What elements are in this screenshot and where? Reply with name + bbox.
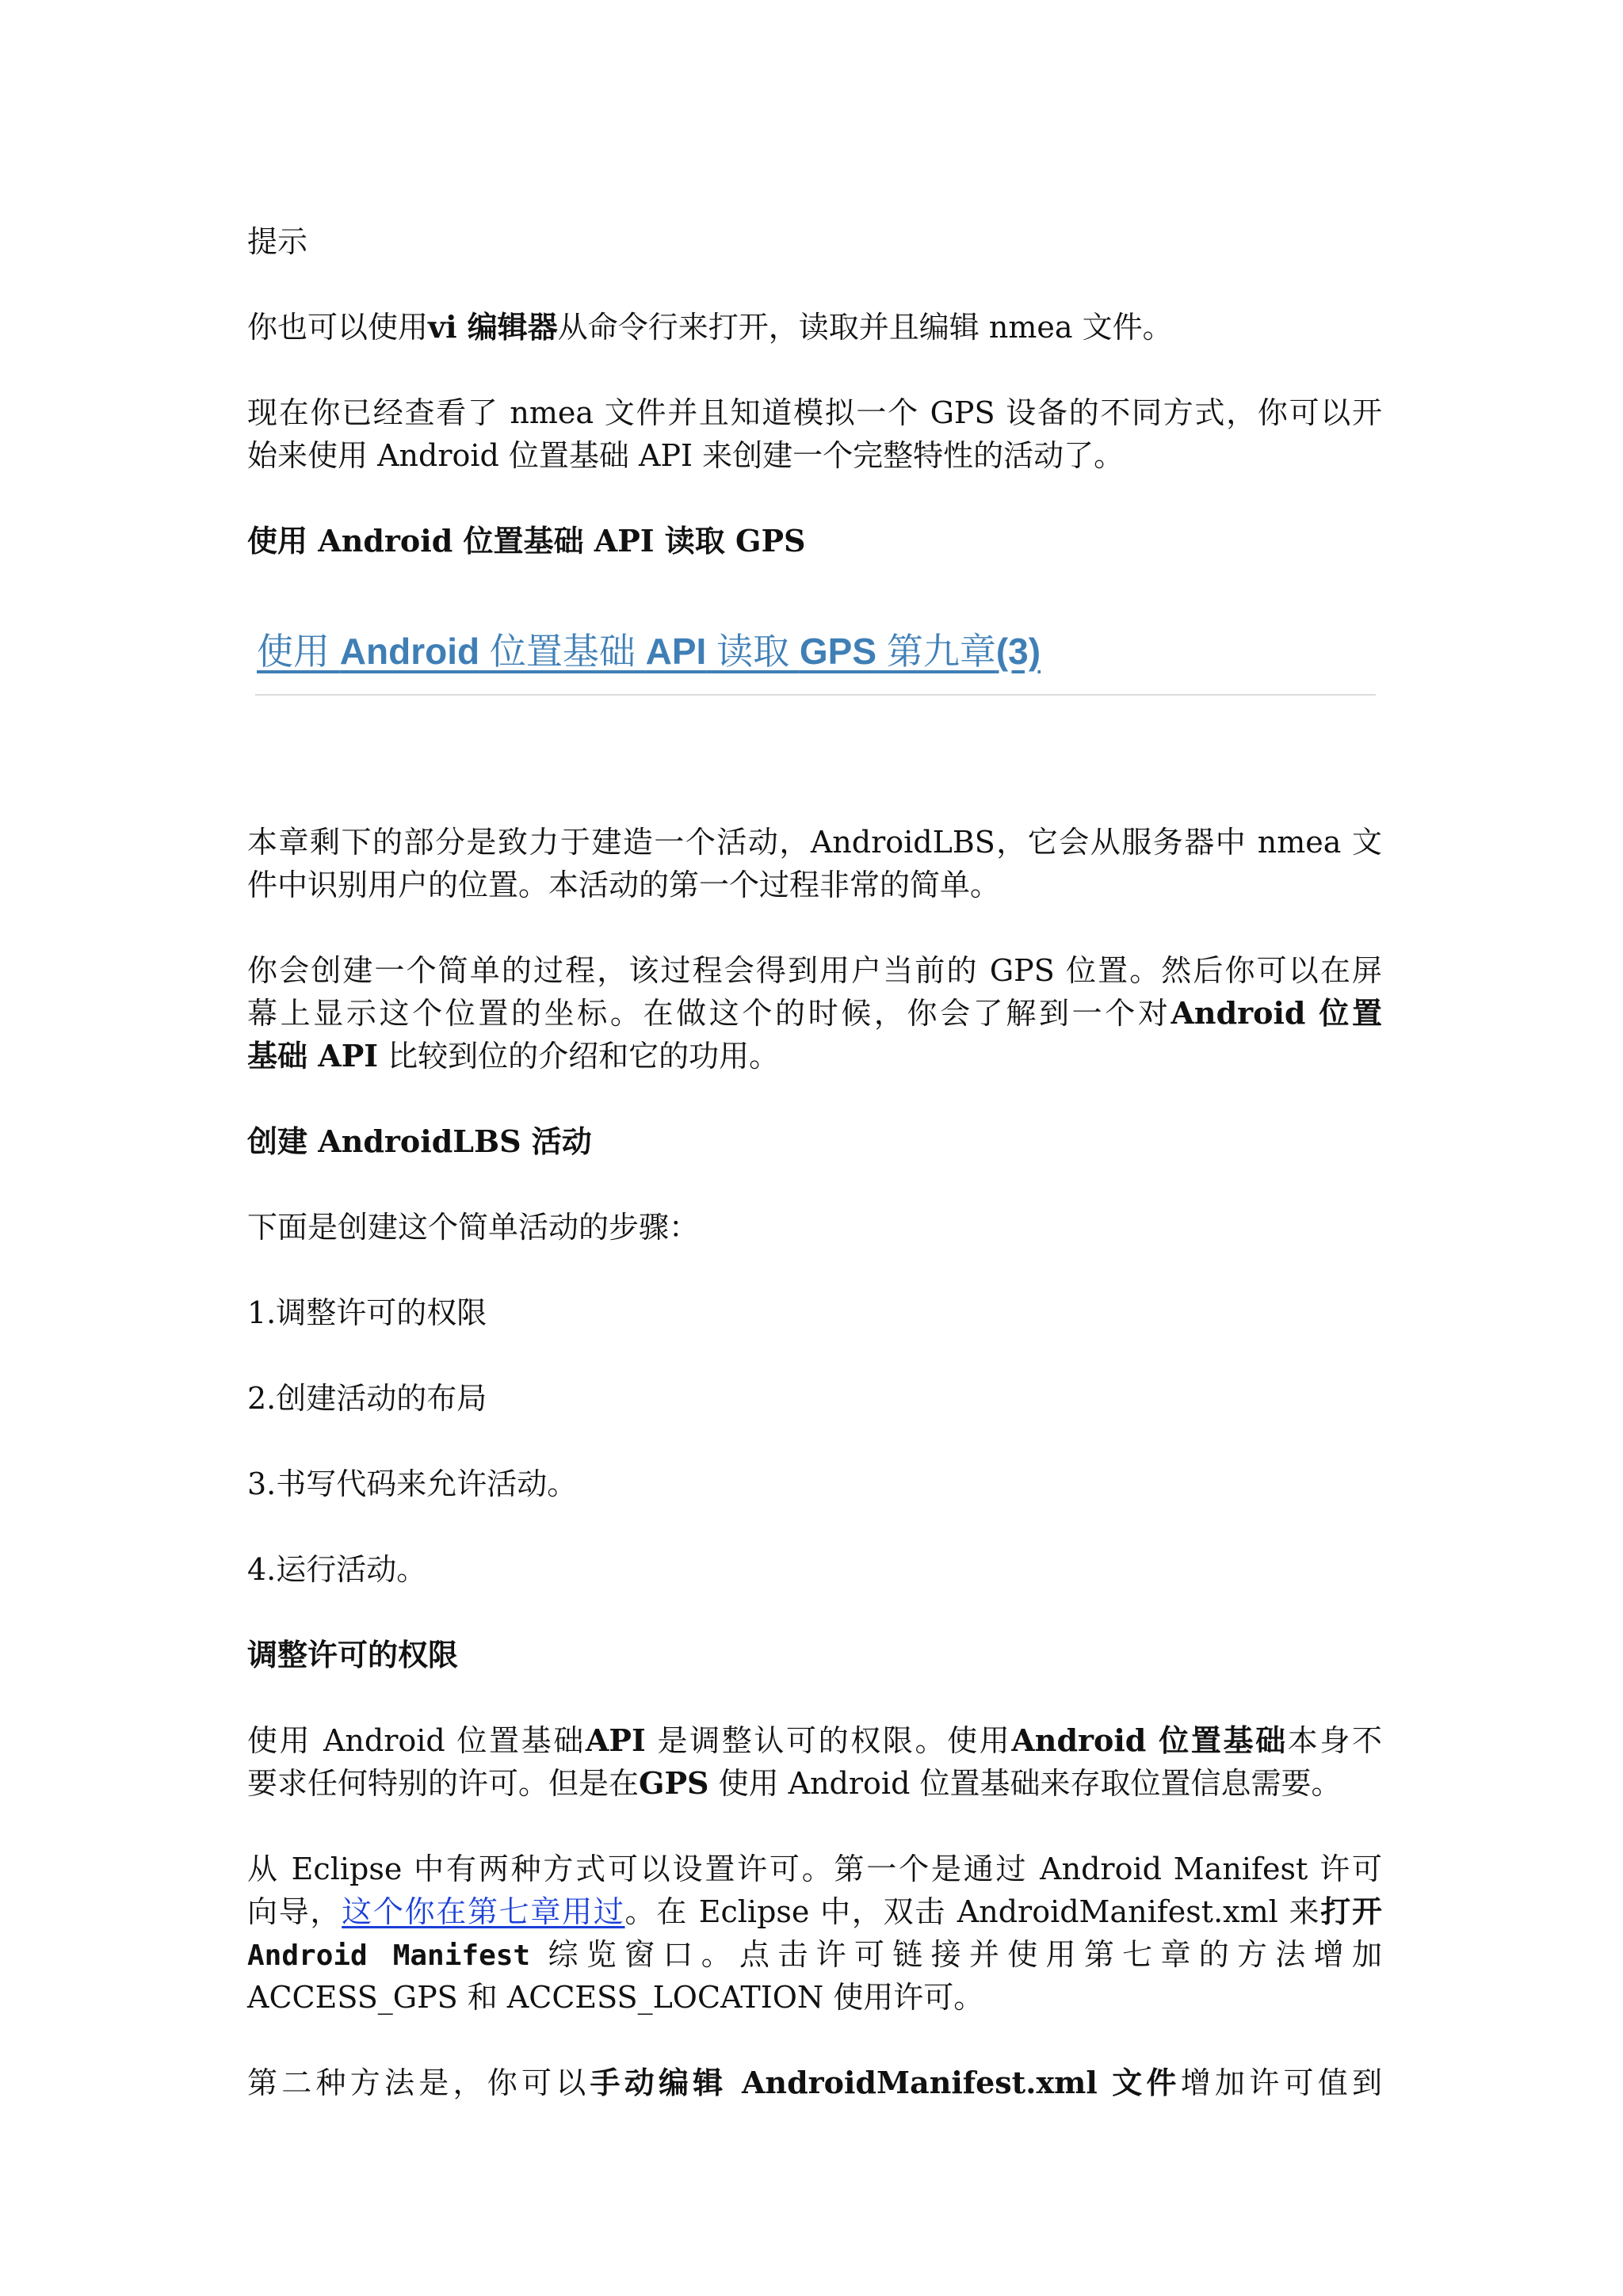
step-item: 2.创建活动的布局 — [247, 1381, 487, 1416]
paragraph-gps-position-line-3 — [247, 1035, 1382, 1077]
paragraph-eclipse-line-2 — [247, 1890, 1382, 1933]
p7-text: 增加许可值到 — [1180, 2065, 1382, 2100]
title-part: 使用 — [257, 631, 340, 672]
paragraph-gps-position-line-1: 你会创建一个简单的过程，该过程会得到用户当前的 GPS 位置。然后你可以在屏 — [247, 953, 1382, 988]
tip-label — [247, 220, 1382, 263]
p6-text: 。在 Eclipse 中，双击 AndroidManifest.xml 来 — [624, 1894, 1321, 1929]
p5-text: 要求任何特别的许可。但是在 — [247, 1766, 640, 1801]
paragraph-androidlbs-line-2: 件中识别用户的位置。本活动的第一个过程非常的简单。 — [247, 868, 1001, 902]
p5-text-bold: API — [585, 1722, 646, 1758]
p1-text-bold: vi 编辑器 — [428, 309, 558, 345]
paragraph-vi-editor — [247, 306, 1382, 349]
title-part: 第九章 — [876, 631, 996, 672]
p1-text-c: 从命令行来打开，读取并且编辑 nmea 文件。 — [557, 310, 1173, 345]
p5-text-bold: Android 位置基础 — [1011, 1722, 1288, 1758]
step-item: 1.调整许可的权限 — [247, 1295, 487, 1330]
p5-text-bold: GPS — [639, 1765, 709, 1801]
title-part: GPS — [799, 631, 877, 672]
paragraph-permissions-line-1 — [247, 1719, 1382, 1762]
p6-text: 综览窗口。点击许可链接并使用第七章的方法增加 — [530, 1937, 1382, 1972]
section-heading-gps: 使用 Android 位置基础 API 读取 GPS — [247, 523, 806, 559]
paragraph-androidlbs-line-1: 本章剩下的部分是致力于建造一个活动，AndroidLBS，它会从服务器中 nmea 文 — [247, 825, 1382, 860]
paragraph-nmea-line-1: 现在你已经查看了 nmea 文件并且知道模拟一个 GPS 设备的不同方式，你可以开 — [247, 395, 1382, 430]
p7-text-bold: 手动编辑 AndroidManifest.xml 文件 — [590, 2065, 1181, 2100]
p5-text: 本身不 — [1287, 1723, 1382, 1758]
title-part: 位置基础 — [479, 631, 646, 672]
section-heading-create-activity: 创建 AndroidLBS 活动 — [247, 1123, 592, 1159]
p4-text-bold: 基础 API — [247, 1038, 379, 1074]
p1-text-a: 你也可以使用 — [247, 310, 429, 345]
p5-text: 使用 Android 位置基础来存取位置信息需要。 — [708, 1766, 1342, 1801]
p7-text: 第二种方法是，你可以 — [247, 2065, 590, 2100]
paragraph-manual-edit — [247, 2061, 1382, 2104]
paragraph-eclipse-line-1: 从 Eclipse 中有两种方式可以设置许可。第一个是通过 Android Manifest 许可 — [247, 1852, 1382, 1886]
steps-intro: 下面是创建这个简单活动的步骤： — [247, 1210, 700, 1245]
p5-text: 是调整认可的权限。使用 — [645, 1723, 1012, 1758]
title-part: API — [645, 631, 707, 672]
section-heading-permissions: 调整许可的权限 — [247, 1637, 459, 1672]
p6-text-bold: 打开 — [1320, 1894, 1382, 1929]
p6-text: 向导， — [247, 1894, 342, 1929]
step-item: 4.运行活动。 — [247, 1552, 427, 1587]
step-item: 3.书写代码来允许活动。 — [247, 1466, 578, 1501]
chapter-seven-link[interactable]: 这个你在第七章用过 — [342, 1894, 625, 1929]
tip-label-text: 提示 — [247, 224, 308, 259]
title-part: (3) — [995, 631, 1041, 672]
paragraph-permissions-line-2 — [247, 1762, 1382, 1805]
p4-text: 幕上显示这个位置的坐标。在做这个的时候，你会了解到一个对 — [247, 996, 1171, 1031]
paragraph-nmea-line-2: 始来使用 Android 位置基础 API 来创建一个完整特性的活动了。 — [247, 438, 1125, 473]
title-divider — [255, 694, 1376, 696]
p4-text: 比较到位的介绍和它的功用。 — [378, 1039, 780, 1074]
p5-text: 使用 Android 位置基础 — [247, 1723, 586, 1758]
title-part: Android — [339, 631, 480, 672]
p4-text-bold: Android 位置 — [1170, 995, 1382, 1031]
paragraph-eclipse-line-4: ACCESS_GPS 和 ACCESS_LOCATION 使用许可。 — [247, 1980, 984, 2015]
paragraph-gps-position-line-2 — [247, 992, 1382, 1035]
p6-text-bold: Android Manifest — [247, 1939, 531, 1972]
title-part: 读取 — [706, 631, 800, 672]
paragraph-eclipse-line-3 — [247, 1933, 1382, 1978]
article-title-link[interactable] — [257, 623, 1041, 675]
